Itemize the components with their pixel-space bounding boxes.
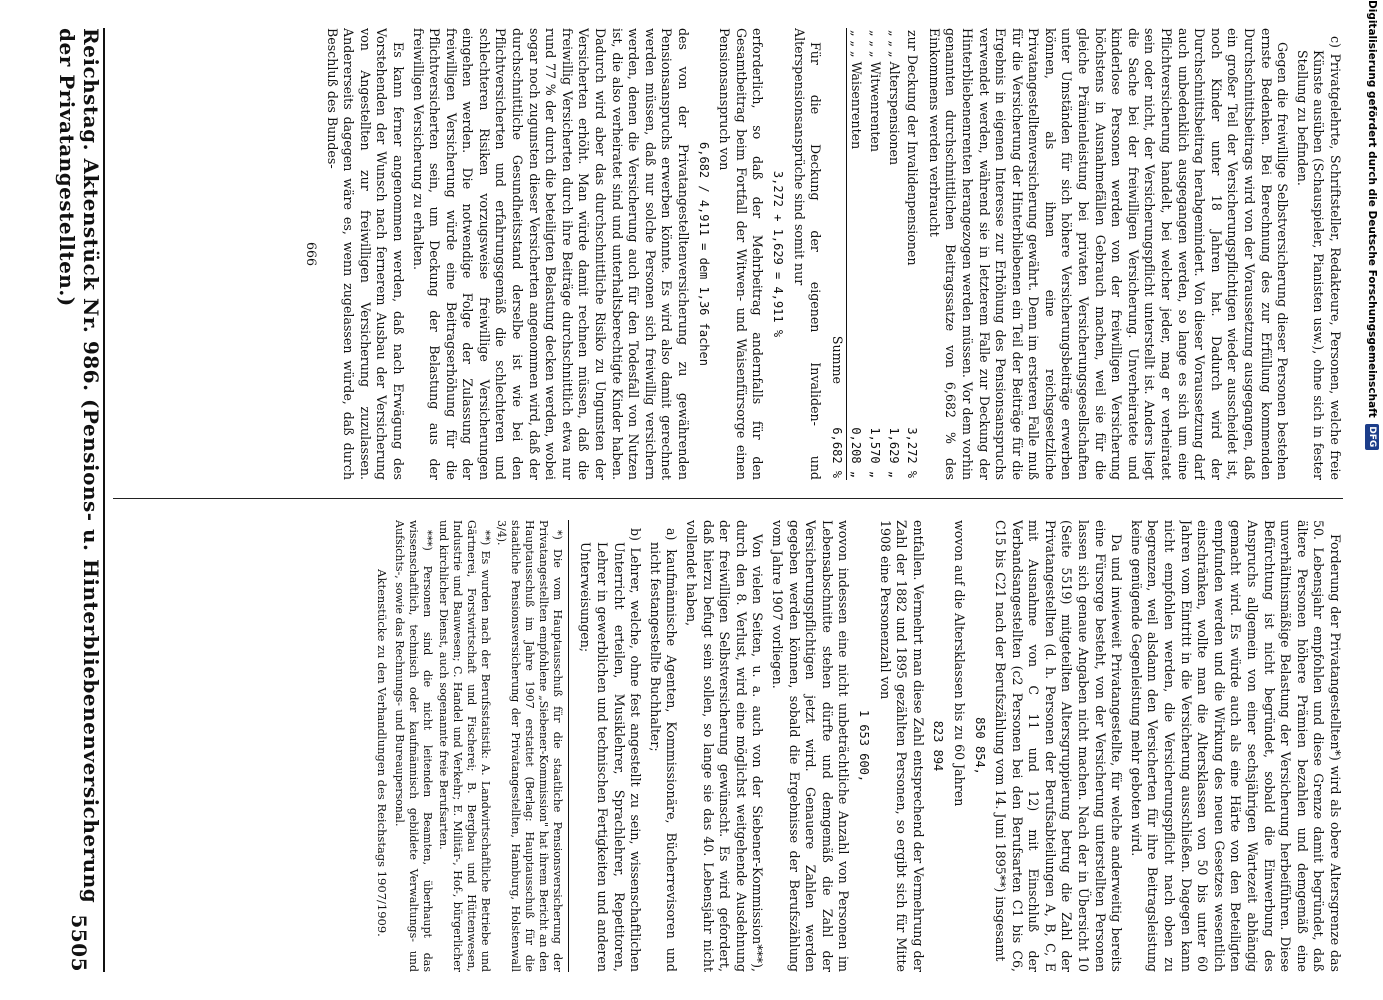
paragraph: Von vielen Seiten, u. a. auch von der Siebener-Kommission***), durch den 8. Verlust, wird eine möglichst weitgehende Ausdehnung der freiwilligen Selbstversicherung gewünscht. Es wird gefordert, daß hierzu befugt sein sollen, so lange sie das 40. Lebensjahr nicht vollendet haben, — [684, 520, 766, 972]
paragraph: Da und inwieweit Privatangestellte, für welche anderweitig bereits eine Fürsorge besteht, von der Versicherung unterstellten Personen lassen sich genaue Angaben nicht machen. Nach der in Übersicht 10 (Seite 5519) mitgeteilten Altersgruppierung betrug die Zahl der Privatangestellten (d. h. Personen der Berufsabteilungen A, B, C, E mit Ausnahme von C 11 und 12) mit Einschluß der Verbandsangestellten (c2 Personen bei den Berufsarten C1 bis C6, C15 bis C21 nach der Berufszählung vom 14. Juni 1895**) insgesamt — [993, 520, 1125, 972]
footnotes — [392, 520, 569, 972]
list-item: a) kaufmännische Agenten, Kommissionäre, Bücherrevisoren und nicht festangestellte Buchhalter; — [647, 528, 680, 972]
page-header — [55, 28, 103, 972]
footnote: ***) Personen sind die nicht leitenden Beamten, überhaupt das wissenschaftlich, technisch oder kaufmännisch gebildete Verwaltungs- und Aufsichts-, sowie das Rechnungs- und Bureaupersonal. — [392, 520, 434, 972]
column-divider — [113, 498, 1343, 499]
table-cell: 1,570 „ — [867, 427, 882, 478]
credit-text: Digitalisierung gefördert durch die Deutsche Forschungsgemeinschaft — [1366, 0, 1378, 418]
table-sum-row — [827, 28, 846, 480]
table-row — [884, 28, 903, 480]
column-first — [115, 520, 1343, 972]
table-cell: 3,272 % — [905, 427, 920, 478]
paragraph: entfallen. Vermehrt man diese Zahl entsprechend der Vermehrung der Zahl der 1882 und 1895 gezählten Personen, so ergibt sich für Mitte 1908 eine Personenzahl von — [877, 520, 926, 972]
table-cell: zur Deckung der Invalidenpensionen — [905, 30, 921, 266]
list-item: b) Lehrer, welche, ohne fest angestellt zu sein, wissenschaftlichen Unterricht erteilen, Musiklehrer, Sprachlehrer, Repetitoren, Lehrer in gewerblichen und technischen Fertigkeiten und anderen Unterweisungen; — [578, 528, 644, 972]
table-row — [903, 28, 922, 480]
list-item: c) Privatgelehrte, Schriftsteller, Redakteure, Personen, welche freie Künste ausüben (Schauspieler, Pianisten usw.), ohne sich in fester Stellung zu befinden. — [1294, 36, 1343, 480]
footnote: **) Es wurden nach der Berufsstatistik: A. Landwirtschaftliche Betriebe und Gärtnerei, Forstwirtschaft und Fischerei; B. Bergbau und Hüttenwesen, Industrie und Bauwesen; C. Handel und Verkehr; E. Militär-, Hof-, bürgerlicher und kirchlicher Dienst, auch sogenannte freie Berufsarten. — [436, 520, 492, 972]
table-cell: 6,682 % — [827, 386, 846, 480]
paragraph: erforderlich, so daß der Mehrbeitrag andernfalls für den Gesamtbeitrag beim Fortfall der Witwen- und Waisenfürsorge einen Pensionsanspruch von — [717, 28, 766, 480]
table-cell: „ „ „ Alterspensionen — [886, 30, 902, 166]
running-title: Reichstag. Aktenstück Nr. 986. (Pensions- u. Hinterbliebenenversicherung der Privatangestellten.) — [55, 28, 103, 904]
paragraph: Für die Deckung der eigenen Invaliden- und Alterspensionsansprüche sind somit nur — [791, 28, 824, 480]
number-line: 1 653 600, — [856, 709, 871, 783]
table-cell: „ „ „ Witwenrenten — [867, 30, 883, 152]
table-row — [865, 28, 884, 480]
paragraph: Gegen die freiwillige Selbstversicherung dieser Personen bestehen ernste Bedenken. Bei Berechnung des zur Erfüllung kommenden Durchschnittsbeitrags wird von der Voraussetzung ausgegangen, daß ein großer Teil der Versicherungspflichtigen wieder ausscheidet ist, noch Kinder unter 18 Jahren hat. Dadurch wird der Durchschnittsbeitrag herabgemindert. Von dieser Voraussetzung darf auch unbedenklich ausgegangen werden, so lange es sich um eine Pflichtversicherung handelt, bei welcher jeder, mag er verheiratet sein oder nicht, der Versicherungspflicht unterstellt ist. Anders liegt die Sache bei der freiwilligen Versicherung. Unverheiratete und kinderlose Personen werden von der freiwilligen Versicherung höchstens in Ausnahmefällen Gebrauch machen, weil sie für die gleiche Prämienleistung bei privaten Versicherungsgesellschaften unter Umständen für sich höhere Versicherungsbeiträge erwerben können, als ihnen eine reichsgesetzliche Privatangestelltenversicherung gewährt. Denn im ersteren Falle muß für die Versicherung der Hinterbliebenen ein Teil der Beiträge für die Ergebnis in eigenen Interesse zur Erhöhung des Pensionsanspruchs verwendet werden, während sie in letzterem Falle zur Deckung der Hinterbliebenenrenten herangezogen werden müssen. Vor dem vorhin genannten durchschnittlichen Beitragssatze von 6,682 % des Einkommens werden verbraucht — [926, 28, 1291, 480]
table-cell: „ „ „ Waisenrenten — [849, 30, 865, 150]
footer-source: Aktenstücke zu den Verhandlungen des Reichstags 1907/1909. — [374, 569, 389, 937]
paragraph: wovon auf die Altersklassen bis zu 60 Jahren — [951, 520, 967, 807]
table-cell: 1,629 „ — [886, 427, 901, 478]
digitization-credit — [1361, 0, 1383, 1000]
number-line: 823 894 — [931, 720, 946, 772]
table-cell: 0,208 „ — [849, 427, 864, 478]
paragraph: Forderung der Privatangestellten*) wird als obere Altersgrenze das 50. Lebensjahr empfohlen und diese Grenze damit begründet, daß ältere Personen höhere Prämien bezahlen und demgemäß eine unverhältnismäßige Belastung der Versicherung herbeiführen. Diese Befürchtung ist nicht begründet, sobald die Einwerbung des Anspruchs allgemein von einer sechsjährigen Wartezeit abhängig gemacht wird. Es würde auch als eine Härte von den Beteiligten empfunden werden und die Wirkung des neuen Gesetzes wesentlich einschränken, wollte man die Altersklassen von 50 bis unter 60 Jahren vom Eintritt in die Versicherung ausschließen. Dagegen kann nicht empfohlen werden, die Versicherungspflicht nach oben zu begrenzen, weil alsdann den Versicherten für ihre Beitragsleistung keine genügende Gegenleistung mehr geboten wird. — [1128, 520, 1343, 972]
footnote: *) Die vom Hauptausschuß für die staatliche Pensionsversicherung der Privatangestellten empfohlene „Siebener-Kommission" hat ihrem Bericht an den Hauptausschuß im Jahre 1907 erstattet (Berlag: Hauptausschuß für die staatliche Pensionsversicherung der Privatangestellten, Hamburg, Holstenwall 3/4). — [494, 520, 564, 972]
table-cell: Summe — [829, 335, 845, 384]
page-number: 666 — [303, 241, 319, 267]
table-row — [846, 28, 865, 480]
paragraph: wovon indessen eine nicht unbeträchtliche Anzahl von Personen im Lebensabschnitte stehen dürfte und demgemäß die Zahl der Versicherungspflichtigen jetzt wird. Genauere Zahlen werden gegeben werden können, sobald die Ergebnisse der Berufszählung vom Jahre 1907 vorliegen. — [770, 520, 852, 972]
formula: 3,272 + 1,629 = 4,911 % — [771, 170, 785, 338]
header-rule — [103, 28, 105, 972]
paragraph: des von der Privatangestelltenversicherung zu gewährenden Pensionsanspruchs erwerben könnte. Es wird also damit gerechnet werden müssen, daß nur solche Personen sich freiwillig versichern werden, denen die Versicherung auch für den Todesfall von Nutzen ist, die also verheiratet sind und unterhaltsberechtigte Kinder haben. Dadurch wird aber das durchschnittliche Risiko zu Ungunsten der Versicherten erhöht. Man würde damit rechnen müssen, daß die freiwillig Versicherten durch ihre Beiträge durchschnittlich etwa nur rund 77 % der durch die beteiligten Belastung decken werden, wobei sogar noch zugunsten dieser Versicherten angenommen wird, daß der durchschnittliche Gesundheitsstand derselbe ist wie bei den Pflichtversicherten und erfahrungsgemäß die schlechteren und schlechteren Risiken vorzugsweise freiwillige Versicherungen eingehen werden. Die notwendige Folge der Zulassung der freiwilligen Versicherung würde eine Beitragserhöhung für die Pflichtversicherten sein, um Deckung der Belastung aus der freiwilligen Versicherung zu erhalten. — [410, 28, 692, 480]
header-page-number: 5505 — [67, 914, 91, 972]
formula: 6,682 / 4,911 = dem 1,36 fachen — [696, 142, 711, 366]
column-second — [115, 28, 1343, 480]
number-line: 850 854, — [972, 717, 987, 775]
paragraph: Es kann ferner angenommen werden, daß nach Erwägung des Vorstehenden der Wunsch nach fernerem Ausbau der Versicherung von Angestellten zur freiwilligen Versicherung zuzulassen. Andererseits dagegen wäre es, wenn zugelassen würde, daß durch Beschluß des Bundes- — [324, 28, 406, 480]
dfg-logo: DFG — [1365, 424, 1379, 450]
contribution-table — [827, 28, 921, 480]
